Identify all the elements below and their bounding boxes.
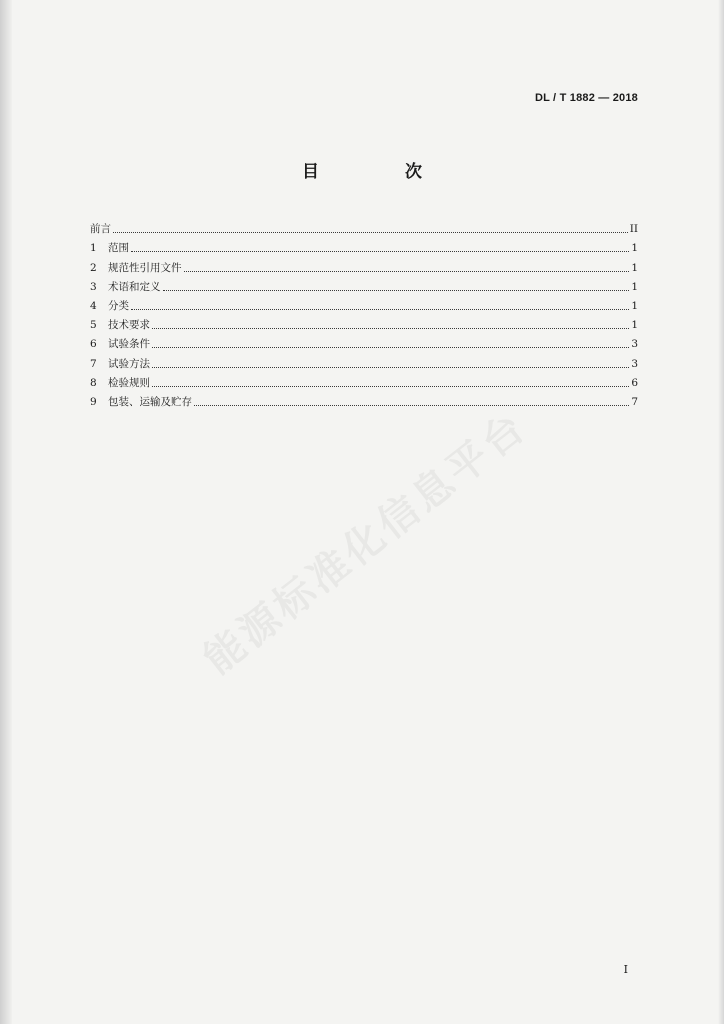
toc-entry-number: 3 bbox=[90, 280, 97, 293]
toc-entry-number: 5 bbox=[90, 319, 97, 332]
toc-entry-normative-references[interactable] bbox=[90, 255, 638, 274]
toc-dot-leader bbox=[152, 367, 629, 368]
toc-entry-page: II bbox=[629, 223, 638, 236]
toc-dot-leader bbox=[131, 309, 629, 310]
toc-entry-page: 1 bbox=[631, 242, 638, 255]
toc-entry-title: 术语和定义 bbox=[108, 280, 161, 293]
toc-entry-title: 范围 bbox=[108, 242, 129, 255]
toc-entry-page: 7 bbox=[631, 395, 638, 408]
toc-entry-inspection-rules[interactable] bbox=[90, 371, 638, 390]
toc-entry-classification[interactable] bbox=[90, 294, 638, 313]
table-of-contents bbox=[90, 217, 638, 409]
toc-dot-leader bbox=[194, 405, 629, 406]
toc-entry-number: 9 bbox=[90, 395, 97, 408]
document-code: DL / T 1882 — 2018 bbox=[534, 92, 638, 104]
toc-entry-title: 试验条件 bbox=[108, 338, 150, 351]
toc-entry-scope[interactable] bbox=[90, 236, 638, 255]
toc-dot-leader bbox=[113, 232, 628, 233]
toc-entry-page: 1 bbox=[631, 299, 638, 312]
toc-entry-test-methods[interactable] bbox=[90, 351, 638, 370]
toc-entry-page: 3 bbox=[631, 357, 638, 370]
toc-entry-test-conditions[interactable] bbox=[90, 332, 638, 351]
toc-dot-leader bbox=[152, 386, 629, 387]
page-title: 目 次 bbox=[302, 162, 462, 182]
page-right-edge bbox=[718, 0, 724, 1024]
toc-entry-title: 分类 bbox=[108, 299, 129, 312]
toc-entry-packaging-transport-storage[interactable] bbox=[90, 390, 638, 409]
toc-entry-technical-requirements[interactable] bbox=[90, 313, 638, 332]
toc-entry-title: 试验方法 bbox=[108, 357, 150, 370]
toc-dot-leader bbox=[152, 328, 629, 329]
toc-entry-title: 前言 bbox=[90, 223, 111, 236]
toc-entry-page: 3 bbox=[631, 338, 638, 351]
toc-entry-title: 技术要求 bbox=[108, 319, 150, 332]
toc-dot-leader bbox=[152, 347, 629, 348]
toc-entry-number: 1 bbox=[90, 242, 97, 255]
watermark: 能源标准化信息平台 bbox=[195, 403, 536, 684]
toc-entry-page: 1 bbox=[631, 319, 638, 332]
toc-entry-preface[interactable] bbox=[90, 217, 638, 236]
toc-entry-number: 8 bbox=[90, 376, 97, 389]
toc-entry-number: 4 bbox=[90, 299, 97, 312]
toc-entry-page: 6 bbox=[631, 376, 638, 389]
toc-entry-number: 2 bbox=[90, 261, 97, 274]
toc-dot-leader bbox=[184, 271, 630, 272]
toc-entry-number: 7 bbox=[90, 357, 97, 370]
toc-entry-page: 1 bbox=[631, 280, 638, 293]
toc-entry-terms-definitions[interactable] bbox=[90, 275, 638, 294]
page-number: I bbox=[623, 963, 628, 976]
page-left-edge bbox=[0, 0, 12, 1024]
toc-entry-page: 1 bbox=[631, 261, 638, 274]
toc-dot-leader bbox=[163, 290, 630, 291]
toc-dot-leader bbox=[131, 251, 629, 252]
toc-entry-title: 规范性引用文件 bbox=[108, 261, 182, 274]
toc-entry-title: 检验规则 bbox=[108, 376, 150, 389]
toc-entry-number: 6 bbox=[90, 338, 97, 351]
toc-entry-title: 包装、运输及贮存 bbox=[108, 395, 192, 408]
